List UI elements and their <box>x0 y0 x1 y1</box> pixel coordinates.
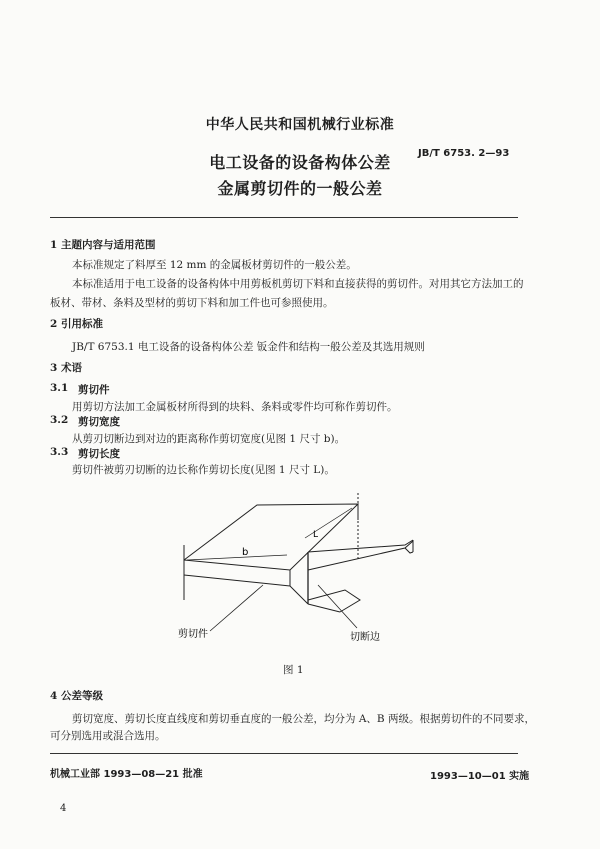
figure-1-caption: 图 1 <box>283 664 304 676</box>
section-3-1-text: 用剪切方法加工金属板材所得到的块料、条料或零件均可称作剪切件。 <box>72 401 398 413</box>
section-3-3-text: 剪切件被剪刃切断的边长称作剪切长度(见图 1 尺寸 L)。 <box>72 464 335 476</box>
dimension-l-label: L <box>313 530 319 540</box>
section-1-paragraph-2-line-1: 本标准适用于电工设备的设备构体中用剪板机剪切下料和直接获得的剪切件。对用其它方法加工的 <box>72 278 524 290</box>
workpiece-leader <box>210 585 263 631</box>
section-3-2-text: 从剪刃切断边到对边的距离称作剪切宽度(见图 1 尺寸 b)。 <box>72 433 346 445</box>
section-1-heading: 1 主题内容与适用范围 <box>50 239 156 251</box>
section-2-reference: JB/T 6753.1 电工设备的设备构体公差 钣金件和结构一般公差及其选用规则 <box>72 341 425 353</box>
standard-org-title: 中华人民共和国机械行业标准 <box>205 117 395 133</box>
implementation-date: 1993—10—01 实施 <box>430 771 530 782</box>
document-title-line2: 金属剪切件的一般公差 <box>217 179 383 198</box>
page-number: 4 <box>60 803 67 814</box>
cut-edge-leader <box>318 585 357 628</box>
approval-date: 机械工业部 1993—08—21 批准 <box>50 769 203 780</box>
section-3-2-number: 3.2 <box>50 414 69 426</box>
cut-edge-label: 切断边 <box>350 632 380 643</box>
section-4-heading: 4 公差等级 <box>50 690 103 702</box>
section-3-2-title: 剪切宽度 <box>78 416 120 428</box>
section-3-1-number: 3.1 <box>50 382 69 394</box>
workpiece-label: 剪切件 <box>178 629 208 640</box>
section-1-paragraph-1: 本标准规定了料厚至 12 mm 的金属板材剪切件的一般公差。 <box>72 259 357 271</box>
section-3-3-number: 3.3 <box>50 446 69 458</box>
section-3-3-title: 剪切长度 <box>78 448 120 460</box>
standard-code: JB/T 6753. 2—93 <box>418 148 510 159</box>
section-4-paragraph-line-1: 剪切宽度、剪切长度直线度和剪切垂直度的一般公差，均分为 A、B 两级。根据剪切件的不同要求， <box>72 713 535 725</box>
section-1-paragraph-2-line-2: 板材、带材、条料及型材的剪切下料和加工件也可参照使用。 <box>50 297 334 309</box>
section-3-1-title: 剪切件 <box>78 384 110 396</box>
section-4-paragraph-line-2: 可分别选用或混合选用。 <box>50 730 166 742</box>
section-2-heading: 2 引用标准 <box>50 318 103 330</box>
sheet-top-surface <box>184 504 358 570</box>
dimension-b-label: b <box>242 547 249 558</box>
section-3-heading: 3 术语 <box>50 362 82 374</box>
footer-divider <box>50 753 518 754</box>
document-title-line1: 电工设备的设备构体公差 <box>209 153 391 172</box>
